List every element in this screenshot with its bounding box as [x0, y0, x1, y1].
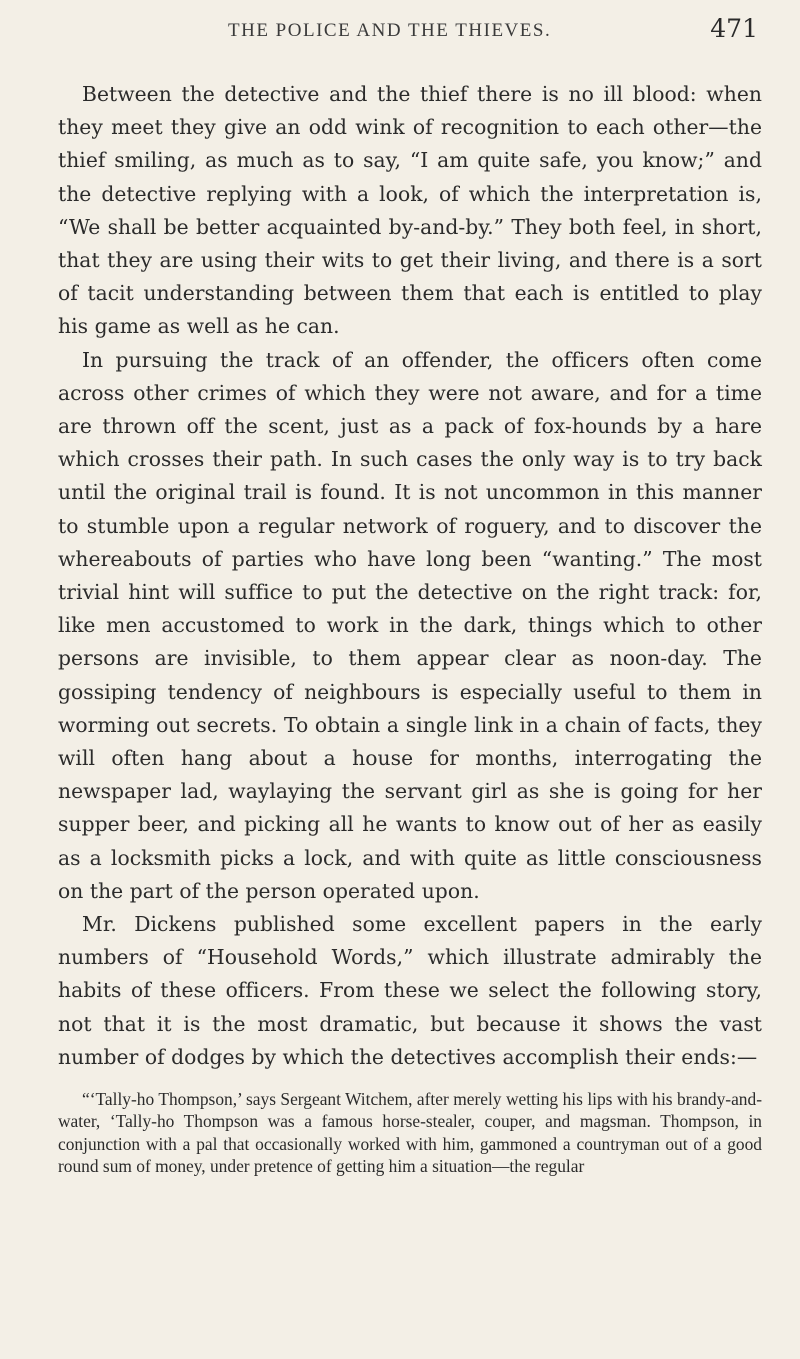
running-title: THE POLICE AND THE THIEVES. — [228, 20, 552, 41]
page-header — [58, 16, 762, 60]
page-number: 471 — [710, 14, 758, 43]
paragraph: In pursuing the track of an offender, the officers often come across other crimes of which they were not aware, and for a time are thrown off the scent, just as a pack of fox-hounds by a hare which crosses their path. In such cases the only way is to try back until the original trail is found. It is not uncommon in this manner to stumble upon a regular network of roguery, and to discover the whereabouts of parties who have long been “wanting.” The most trivial hint will suffice to put the detective on the right track: for, like men accustomed to work in the dark, things which to other persons are invisible, to them appear clear as noon-day. The gossiping tendency of neighbours is especially useful to them in worming out secrets. To obtain a single link in a chain of facts, they will often hang about a house for months, interrogating the newspaper lad, waylaying the servant girl as she is going for her supper beer, and picking all he wants to know out of her as easily as a locksmith picks a lock, and with quite as little consciousness on the part of the person operated upon. — [58, 347, 762, 903]
paragraph: Between the detective and the thief there is no ill blood: when they meet they give an odd wink of recognition to each other—the thief smiling, as much as to say, “I am quite safe, you know;” and the detective replying with a look, of which the interpretation is, “We shall be better acquainted by-and-by.” They both feel, in short, that they are using their wits to get their living, and there is a sort of tacit understanding between them that each is entitled to play his game as well as he can. — [58, 82, 762, 339]
paragraph: Mr. Dickens published some excellent papers in the early numbers of “Household Words,” which illustrate admirably the habits of these officers. From these we select the following story, not that it is the most dramatic, but because it shows the vast number of dodges by which the detectives accomplish their ends:— — [58, 912, 762, 1069]
main-text — [58, 78, 762, 1074]
quote-paragraph: “‘Tally-ho Thompson,’ says Sergeant Witchem, after merely wetting his lips with his brandy-and-water, ‘Tally-ho Thompson was a famous horse-stealer, couper, and magsman. Thompson, in conjunction with a pal that occasionally worked with him, gammoned a countryman out of a good round sum of money, under pretence of getting him a situation—the regular — [58, 1089, 762, 1176]
quoted-story — [58, 1088, 762, 1177]
